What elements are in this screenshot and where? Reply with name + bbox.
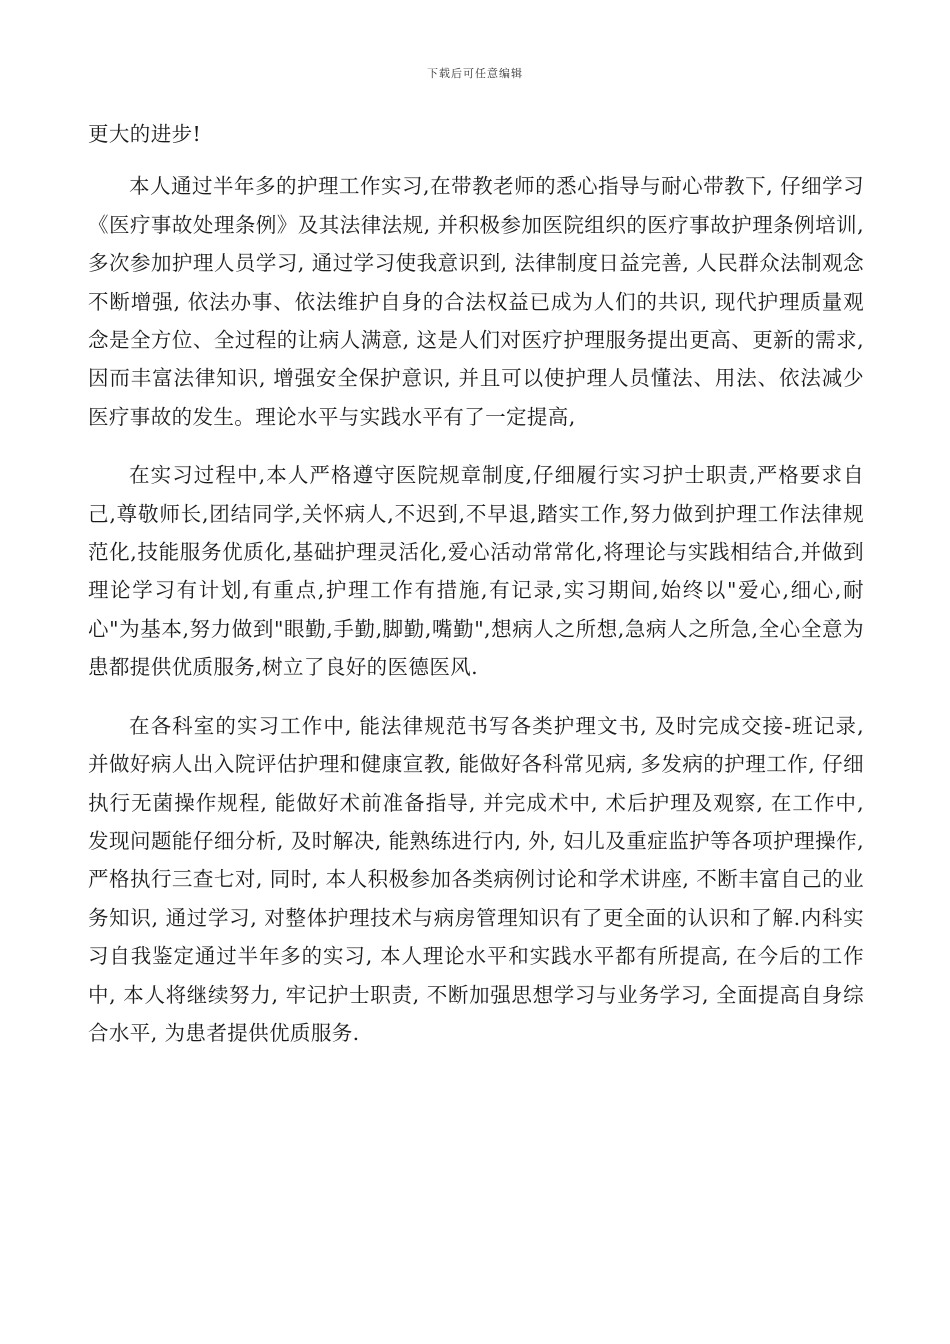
paragraph-internship-conduct: 在实习过程中,本人严格遵守医院规章制度,仔细履行实习护士职责,严格要求自己,尊敬师长,团结同学,关怀病人,不迟到,不早退,踏实工作,努力做到护理工作法律规范化,技能服务优质化,基础护理灵活化,爱心活动常常化,将理论与实践相结合,并做到理论学习有计划,有重点,护理工作有措施,有记录,实习期间,始终以"爱心,细心,耐心"为基本,努力做到"眼勤,手勤,脚勤,嘴勤",想病人之所想,急病人之所急,全心全意为患都提供优质服务,树立了良好的医德医风. [88,463,864,680]
paragraph-department-work: 在各科室的实习工作中, 能法律规范书写各类护理文书, 及时完成交接-班记录, 并做好病人出入院评估护理和健康宣教, 能做好各科常见病, 多发病的护理工作, 仔细执行无菌操作规程, 能做好术前准备指导, 并完成术中, 术后护理及观察, 在工作中, 发现问题能仔细分析, 及时解决, 能熟练进行内, 外, 妇儿及重症监护等各项护理操作, 严格执行三查七对, 同时, 本人积极参加各类病例讨论和学术讲座, 不断丰富自己的业务知识, 通过学习, 对整体护理技术与病房管理知识有了更全面的认识和了解.内科实习自我鉴定通过半年多的实习, 本人理论水平和实践水平都有所提高, 在今后的工作中, 本人将继续努力, 牢记护士职责, 不断加强思想学习与业务学习, 全面提高自身综合水平, 为患者提供优质服务. [88,713,864,1045]
document-body [88,115,864,1052]
paragraph-legal-study: 本人通过半年多的护理工作实习,在带教老师的悉心指导与耐心带教下, 仔细学习《医疗事故处理条例》及其法律法规, 并积极参加医院组织的医疗事故护理条例培训, 多次参加护理人员学习, 通过学习使我意识到, 法律制度日益完善, 人民群众法制观念不断增强, 依法办事、依法维护自身的合法权益已成为人们的共识, 现代护理质量观念是全方位、全过程的让病人满意, 这是人们对医疗护理服务提出更高、更新的需求, 因而丰富法律知识, 增强安全保护意识, 并且可以使护理人员懂法、用法、依法减少医疗事故的发生。理论水平与实践水平有了一定提高, [88,174,864,429]
page-header: 下载后可任意编辑 [427,67,523,80]
paragraph-continuation: 更大的进步! [88,122,202,146]
